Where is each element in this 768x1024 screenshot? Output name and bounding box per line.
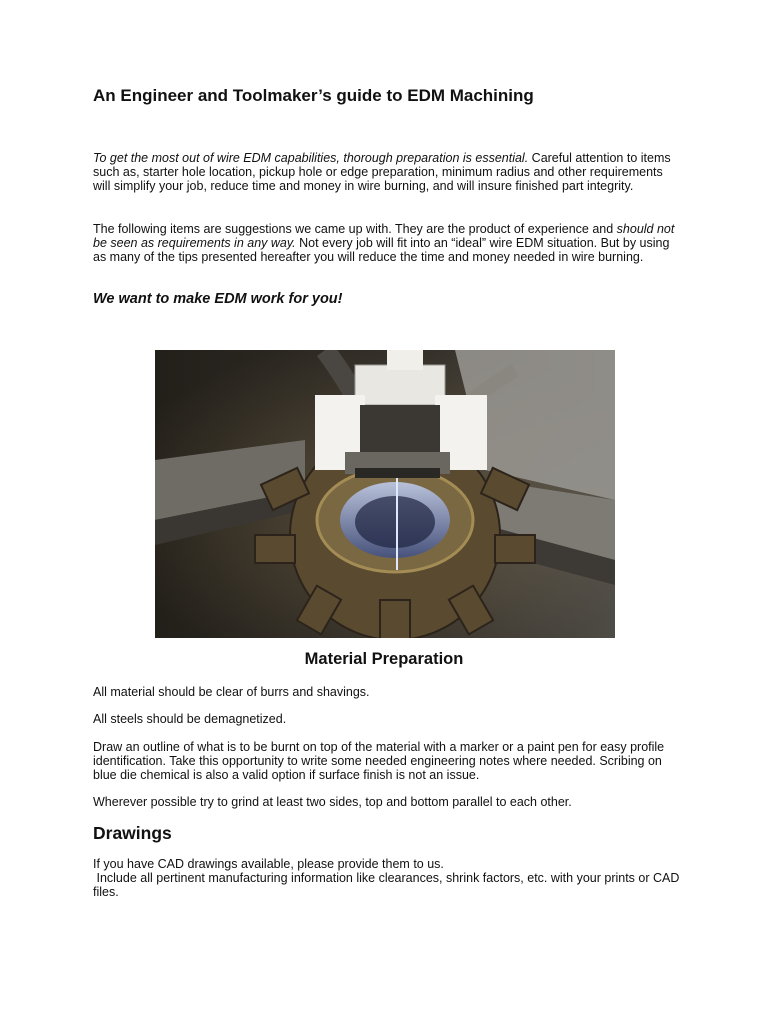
material-item: All steels should be demagnetized. [93, 712, 287, 726]
intro-rest: Careful attention to items such as, starter hole location, pickup hole or edge preparation, minimum radius and other requirements will simplify your job, reduce time and money in wire burning, and will insure finished part integrity. [93, 151, 671, 194]
material-item: Draw an outline of what is to be burnt on top of the material with a marker or a paint pen for easy profile identification. Take this opportunity to write some needed engineering notes where needed. Scribing on blue die chemical is also a valid option if surface finish is not an issue. [93, 740, 665, 783]
page-title: An Engineer and Toolmaker’s guide to EDM Machining [93, 86, 534, 105]
drawings-heading: Drawings [93, 823, 172, 843]
suggestions-italic: should not be seen as requirements in any way. [93, 222, 675, 251]
suggestions-lead: The following items are suggestions we came up with. They are the product of experience and [93, 222, 617, 236]
material-preparation-heading: Material Preparation [304, 650, 464, 668]
material-item: Wherever possible try to grind at least two sides, top and bottom parallel to each other. [93, 795, 572, 809]
edm-machine-photo [155, 350, 615, 638]
drawings-line-1: If you have CAD drawings available, please provide them to us. [93, 857, 444, 871]
drawings-line-2: Include all pertinent manufacturing information like clearances, shrink factors, etc. with your prints or CAD files. [93, 871, 683, 900]
edm-photo-illustration [155, 350, 615, 638]
tagline: We want to make EDM work for you! [93, 291, 343, 307]
intro-italic-lead: To get the most out of wire EDM capabilities, thorough preparation is essential. [93, 151, 529, 165]
intro-paragraph [93, 151, 683, 194]
suggestions-paragraph [93, 222, 683, 265]
suggestions-rest: Not every job will fit into an “ideal” wire EDM situation. But by using as many of the tips presented hereafter you will reduce the time and money needed in wire burning. [93, 236, 670, 265]
material-item: All material should be clear of burrs and shavings. [93, 685, 370, 699]
